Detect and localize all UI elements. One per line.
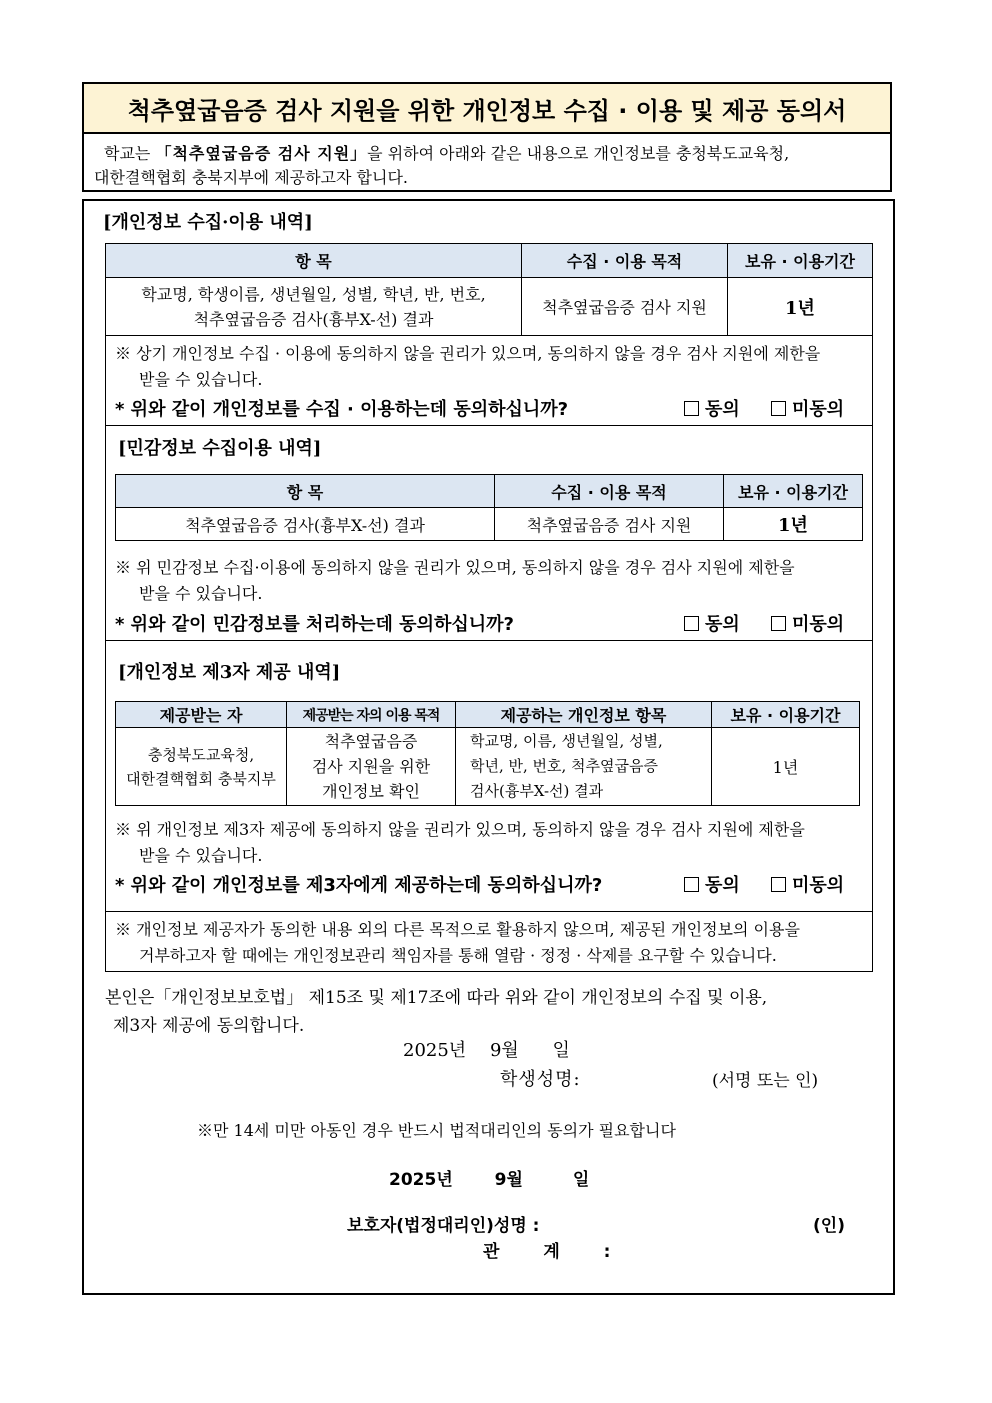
section3-note-line2: 받을 수 있습니다. — [139, 846, 263, 865]
section2-item-cell: 척추옆굽음증 검사(흉부X-선) 결과 — [116, 508, 495, 541]
section3-header-purpose: 제공받는 자의 이용 목적 — [287, 702, 456, 728]
section3-agree-label: 동의 — [705, 875, 740, 896]
seal-label: (인) — [813, 1216, 845, 1236]
section1-header-purpose: 수집 · 이용 목적 — [522, 244, 728, 278]
section1-question: * 위와 같이 개인정보를 수집 · 이용하는데 동의하십니까? — [115, 399, 569, 420]
section1-item-line2: 척추옆굽음증 검사(흉부X-선) 결과 — [193, 309, 434, 329]
section2-note-line2: 받을 수 있습니다. — [139, 584, 263, 603]
section1-agree-option[interactable] — [684, 395, 740, 421]
footer-note — [115, 917, 870, 969]
date2-month: 9월 — [494, 1170, 523, 1190]
consent-line2: 제3자 제공에 동의합니다. — [113, 1016, 305, 1036]
section2-purpose-cell: 척추옆굽음증 검사 지원 — [495, 508, 724, 541]
date1-month: 9월 — [489, 1040, 519, 1061]
section1-period-cell: 1년 — [728, 278, 873, 336]
section1-item-line1: 학교명, 학생이름, 생년월일, 성별, 학년, 반, 번호, — [141, 284, 486, 304]
section1-header-item: 항 목 — [106, 244, 522, 278]
section1-disagree-label: 미동의 — [792, 399, 845, 420]
section3-header-items: 제공하는 개인정보 항목 — [456, 702, 712, 728]
consent-line1: 본인은「개인정보보호법」 제15조 및 제17조에 따라 위와 같이 개인정보의 수집 및 이용, — [105, 988, 768, 1008]
section1-disagree-option[interactable] — [771, 395, 844, 421]
section1-purpose-cell: 척추옆굽음증 검사 지원 — [522, 278, 728, 336]
section3-purpose-line2: 검사 지원을 위한 — [311, 757, 431, 776]
section1-note — [115, 341, 865, 393]
section1-item-cell — [106, 278, 522, 336]
age-note: ※만 14세 미만 아동인 경우 반드시 법적대리인의 동의가 필요합니다 — [197, 1121, 676, 1140]
date-line-1 — [403, 1036, 570, 1062]
section3-note-line1: ※ 위 개인정보 제3자 제공에 동의하지 않을 권리가 있으며, 동의하지 않을 경우 검사 지원에 제한을 — [115, 820, 805, 839]
relation-label: 관 계 : — [483, 1242, 611, 1262]
section3-question: * 위와 같이 개인정보를 제3자에게 제공하는데 동의하십니까? — [115, 875, 603, 896]
section1-title: [개인정보 수집·이용 내역] — [103, 212, 313, 233]
date2-day: 일 — [572, 1170, 590, 1190]
intro-line2: 대한결핵협회 충북지부에 제공하고자 합니다. — [94, 168, 409, 187]
section2-header-item: 항 목 — [116, 475, 495, 508]
section2-note-line1: ※ 위 민감정보 수집·이용에 동의하지 않을 권리가 있으며, 동의하지 않을 경우 검사 지원에 제한을 — [115, 558, 795, 577]
document-title: 척추옆굽음증 검사 지원을 위한 개인정보 수집 · 이용 및 제공 동의서 — [82, 82, 892, 134]
intro-text — [82, 134, 892, 192]
guardian-name-label: 보호자(법정대리인)성명 : — [347, 1216, 540, 1236]
section3-period-cell: 1년 — [712, 728, 860, 806]
intro-program-name: 「척추옆굽음증 검사 지원」 — [155, 144, 368, 163]
section3-items-line3: 검사(흉부X-선) 결과 — [470, 782, 604, 800]
divider — [105, 971, 873, 972]
section3-items-line2: 학년, 반, 번호, 척추옆굽음증 — [470, 757, 658, 775]
section3-items-line1: 학교명, 이름, 생년월일, 성별, — [470, 732, 663, 750]
section3-header-recipient: 제공받는 자 — [116, 702, 287, 728]
section3-purpose-line3: 개인정보 확인 — [322, 782, 420, 801]
intro-pre: 학교는 — [104, 144, 156, 163]
checkbox-icon[interactable] — [684, 401, 699, 416]
section1-header-period: 보유 · 이용기간 — [728, 244, 873, 278]
intro-post: 을 위하여 아래와 같은 내용으로 개인정보를 충청북도교육청, — [367, 144, 790, 163]
footer-note-line2: 거부하고자 할 때에는 개인정보관리 책임자를 통해 열람 · 정정 · 삭제를 요구할 수 있습니다. — [139, 946, 777, 965]
divider — [105, 911, 873, 912]
date2-year: 2025년 — [389, 1170, 453, 1190]
section3-disagree-label: 미동의 — [792, 875, 845, 896]
section2-header-period: 보유 · 이용기간 — [724, 475, 863, 508]
checkbox-icon[interactable] — [771, 401, 786, 416]
student-name-label: 학생성명: — [500, 1069, 581, 1090]
section1-agree-label: 동의 — [705, 399, 740, 420]
sign-label: (서명 또는 인) — [712, 1071, 819, 1091]
section3-purpose-line1: 척추옆굽음증 — [324, 732, 418, 751]
date1-day: 일 — [552, 1040, 570, 1061]
section2-header-purpose: 수집 · 이용 목적 — [495, 475, 724, 508]
section3-recipient-line2: 대한결핵협회 충북지부 — [126, 769, 276, 788]
section2-question: * 위와 같이 민감정보를 처리하는데 동의하십니까? — [115, 614, 514, 635]
section1-table — [105, 243, 873, 336]
section2-title: [민감정보 수집이용 내역] — [118, 438, 322, 459]
date-line-2 — [389, 1165, 589, 1190]
section2-agree-label: 동의 — [705, 614, 740, 635]
footer-note-line1: ※ 개인정보 제공자가 동의한 내용 외의 다른 목적으로 활용하지 않으며, 제공된 개인정보의 이용을 — [115, 920, 800, 939]
date1-year: 2025년 — [403, 1040, 467, 1061]
section3-recipient-line1: 충청북도교육청, — [147, 745, 255, 764]
consent-statement — [105, 984, 890, 1040]
section2-period-cell: 1년 — [724, 508, 863, 541]
section3-header-period: 보유 · 이용기간 — [712, 702, 860, 728]
section3-title: [개인정보 제3자 제공 내역] — [118, 662, 341, 683]
section2-disagree-label: 미동의 — [792, 614, 845, 635]
sections-frame — [105, 426, 873, 971]
section1-note-line1: ※ 상기 개인정보 수집 · 이용에 동의하지 않을 권리가 있으며, 동의하지 않을 경우 검사 지원에 제한을 — [115, 344, 821, 363]
section1-note-line2: 받을 수 있습니다. — [139, 370, 263, 389]
